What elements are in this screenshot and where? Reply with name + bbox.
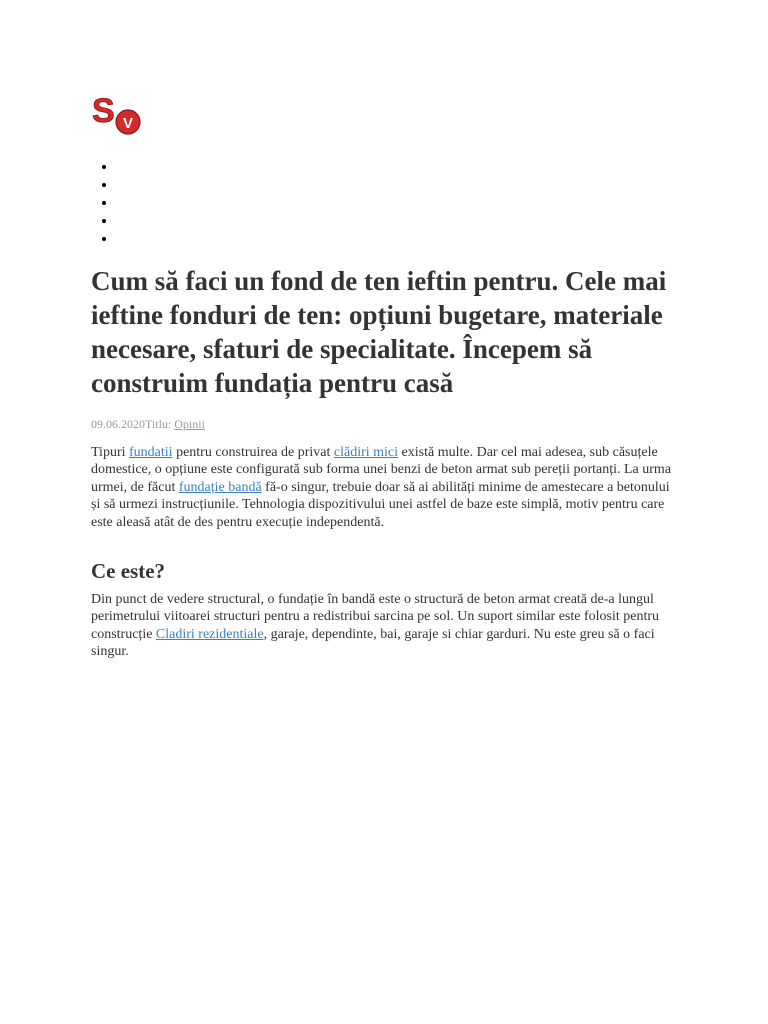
section-heading: Ce este? (91, 559, 166, 583)
text-span: fă-o singur, trebuie doar să ai abilități minime de amestecare a betonului și să urmezi instrucțiunile. Tehnologia dispozitivului unei astfel de baze este simplă, motiv pentru care este aleasă atât de des pentru execuție independentă. (91, 479, 670, 530)
link-fundatii[interactable]: fundatii (129, 445, 173, 460)
text-span: Tipuri (91, 445, 130, 460)
text-span: există multe. Dar cel mai adesea, sub căsuțele domestice, o opțiune este configurată sub forma unei benzi de beton armat sub pereții portanți. La urma urmei, de făcut (91, 445, 672, 495)
category-link[interactable]: Opinii (174, 417, 205, 431)
link-cladiri-mici[interactable]: clădiri mici (333, 445, 399, 460)
link-fundatie-banda[interactable]: fundație bandă (178, 479, 262, 495)
logo-icon (92, 92, 144, 138)
text-span: Din punct de vedere structural, o fundație în bandă este o structură de beton armat creată de-a lungul perimetrului viitoarei structuri pentru a redistribui sarcina pe sol. Un suport similar este folosit pentru construcție (91, 592, 660, 642)
article-paragraph-intro (91, 444, 681, 531)
article-title: Cum să faci un fond de ten ieftin pentru. Cele mai ieftine fonduri de ten: opțiuni bugetare, materiale necesare, sfaturi de specialitate. Începem să construim fundația pentru casă (91, 266, 667, 398)
text-span: , garaje, dependinte, bai, garaje si chiar garduri. Nu este greu să o faci singur. (91, 626, 655, 660)
article-meta (91, 417, 205, 431)
nav-menu (92, 158, 117, 248)
article-paragraph-definition (91, 591, 681, 661)
article-date: 09.06.2020 (91, 417, 145, 431)
text-span: pentru construirea de privat (172, 445, 334, 460)
site-logo[interactable] (92, 92, 144, 138)
category-label: Titlu: (145, 417, 175, 431)
logo-letter-s: S (92, 92, 115, 130)
link-cladiri-rezidentiale[interactable]: Cladiri rezidentiale (155, 626, 264, 642)
logo-letter-v: V (122, 115, 134, 132)
